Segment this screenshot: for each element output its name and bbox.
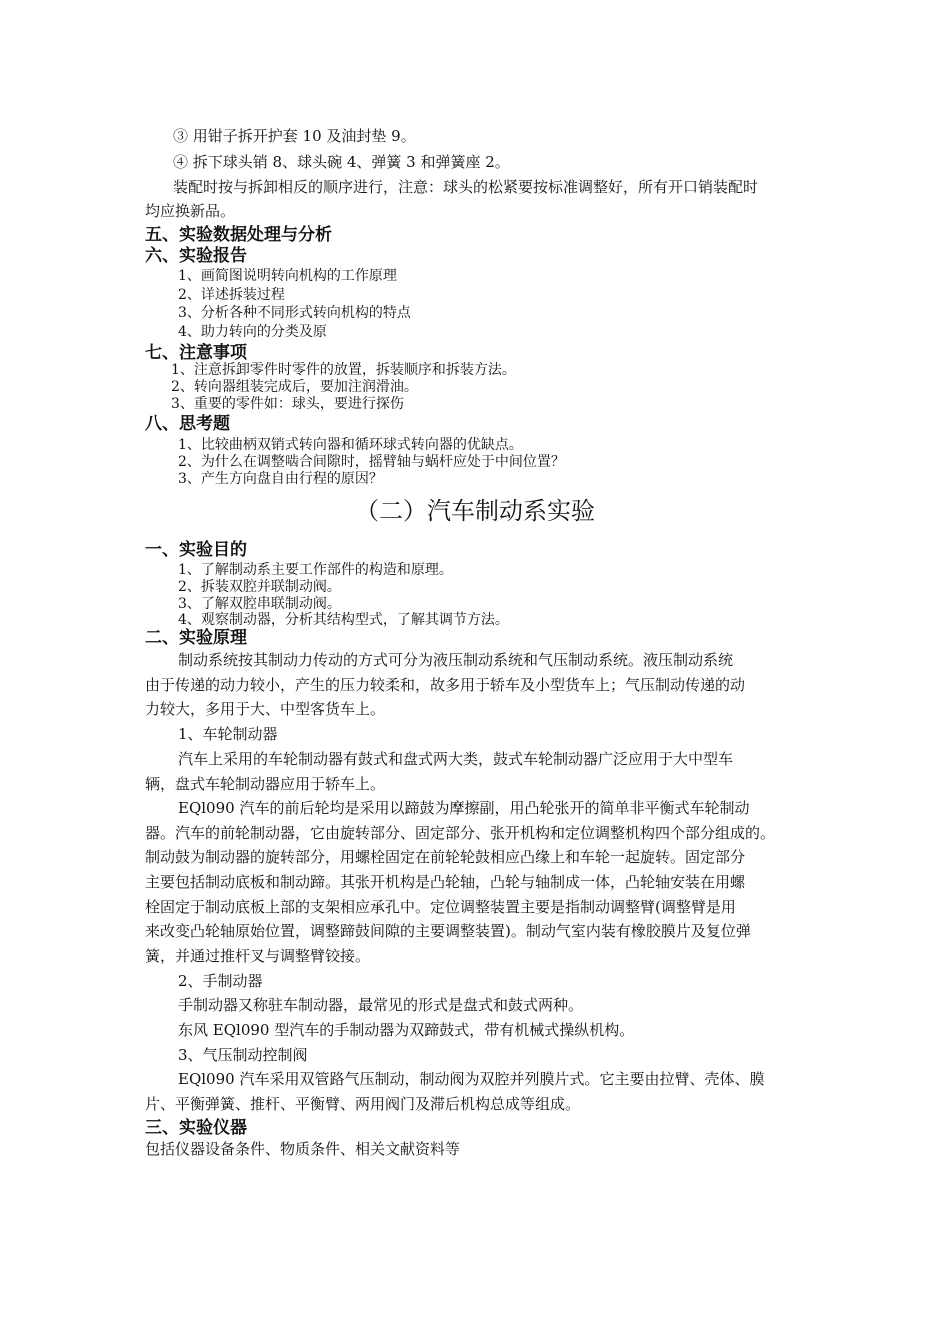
part-3-text: 包括仪器设备条件、物质条件、相关文献资料等 [145,1140,461,1158]
subsection-1-para2-line: EQl090 汽车的前后轮均是采用以蹄鼓为摩擦副，用凸轮张开的简单非平衡式车轮制动 [178,799,750,817]
section-8-item: 2、为什么在调整啮合间隙时，摇臂轴与蜗杆应处于中间位置？ [178,454,565,470]
section-7-heading: 七、注意事项 [145,343,247,363]
section-6-item: 1、画简图说明转向机构的工作原理 [178,268,397,284]
step-4: ④ 拆下球头销 8、球头碗 4、弹簧 3 和弹簧座 2。 [173,153,510,171]
section-8-item: 1、比较曲柄双销式转向器和循环球式转向器的优缺点。 [178,437,523,453]
subsection-1-para2-line: 来改变凸轮轴原始位置，调整蹄鼓间隙的主要调整装置)。制动气室内装有橡胶膜片及复位弹 [145,922,751,940]
section-5-heading: 五、实验数据处理与分析 [145,225,332,245]
section-6-heading: 六、实验报告 [145,246,247,266]
subsection-3-title: 3、气压制动控制阀 [178,1046,308,1064]
part-2-heading: 二、实验原理 [145,628,247,648]
section-7-item: 1、注意拆卸零件时零件的放置，拆装顺序和拆装方法。 [171,362,516,378]
part-2-intro-line: 制动系统按其制动力传动的方式可分为液压制动系统和气压制动系统。液压制动系统 [178,651,734,669]
part-1-item: 3、了解双腔串联制动阀。 [178,596,341,612]
part-1-item: 1、了解制动系主要工作部件的构造和原理。 [178,562,453,578]
section-7-item: 2、转向器组装完成后，要加注润滑油。 [171,379,418,395]
subsection-2-para2: 东风 EQl090 型汽车的手制动器为双蹄鼓式，带有机械式操纵机构。 [178,1021,635,1039]
part-1-item: 4、观察制动器，分析其结构型式，了解其调节方法。 [178,612,509,628]
part-1-item: 2、拆装双腔并联制动阀。 [178,579,341,595]
subsection-1-para1-line: 汽车上采用的车轮制动器有鼓式和盘式两大类，鼓式车轮制动器广泛应用于大中型车 [178,750,734,768]
subsection-1-title: 1、车轮制动器 [178,725,278,743]
chapter-title: （二）汽车制动系实验 [355,497,595,525]
section-6-item: 4、助力转向的分类及原 [178,324,327,340]
assembly-note-line2: 均应换新品。 [145,202,236,220]
subsection-3-para-line: 片、平衡弹簧、推杆、平衡臂、两用阀门及滞后机构总成等组成。 [145,1095,581,1113]
subsection-3-para-line: EQl090 汽车采用双管路气压制动，制动阀为双腔并列膜片式。它主要由拉臂、壳体、膜 [178,1070,765,1088]
subsection-1-para2-line: 栓固定于制动底板上部的支架相应承孔中。定位调整装置主要是指制动调整臂(调整臂是用 [145,898,736,916]
step-3: ③ 用钳子拆开护套 10 及油封垫 9。 [173,127,416,145]
part-3-heading: 三、实验仪器 [145,1118,247,1138]
assembly-note-line1: 装配时按与拆卸相反的顺序进行，注意：球头的松紧要按标准调整好，所有开口销装配时 [173,178,759,196]
part-1-heading: 一、实验目的 [145,540,247,560]
part-2-intro-line: 由于传递的动力较小，产生的压力较柔和，故多用于轿车及小型货车上；气压制动传递的动 [145,676,746,694]
subsection-2-title: 2、手制动器 [178,972,263,990]
subsection-1-para2-line: 簧，并通过推杆叉与调整臂铰接。 [145,947,371,965]
subsection-2-para1: 手制动器又称驻车制动器，最常见的形式是盘式和鼓式两种。 [178,996,584,1014]
section-6-item: 3、分析各种不同形式转向机构的特点 [178,305,411,321]
section-7-item: 3、重要的零件如：球头，要进行探伤 [171,396,404,412]
section-6-item: 2、详述拆装过程 [178,287,285,303]
subsection-1-para1-line: 辆，盘式车轮制动器应用于轿车上。 [145,775,386,793]
part-2-intro-line: 力较大，多用于大、中型客货车上。 [145,700,386,718]
subsection-1-para2-line: 器。汽车的前轮制动器，它由旋转部分、固定部分、张开机构和定位调整机构四个部分组成的。 [145,824,776,842]
subsection-1-para2-line: 主要包括制动底板和制动蹄。其张开机构是凸轮轴，凸轮与轴制成一体，凸轮轴安装在用螺 [145,873,746,891]
section-8-item: 3、产生方向盘自由行程的原因？ [178,471,383,487]
subsection-1-para2-line: 制动鼓为制动器的旋转部分，用螺栓固定在前轮轮鼓相应凸缘上和车轮一起旋转。固定部分 [145,848,746,866]
section-8-heading: 八、思考题 [145,414,230,434]
